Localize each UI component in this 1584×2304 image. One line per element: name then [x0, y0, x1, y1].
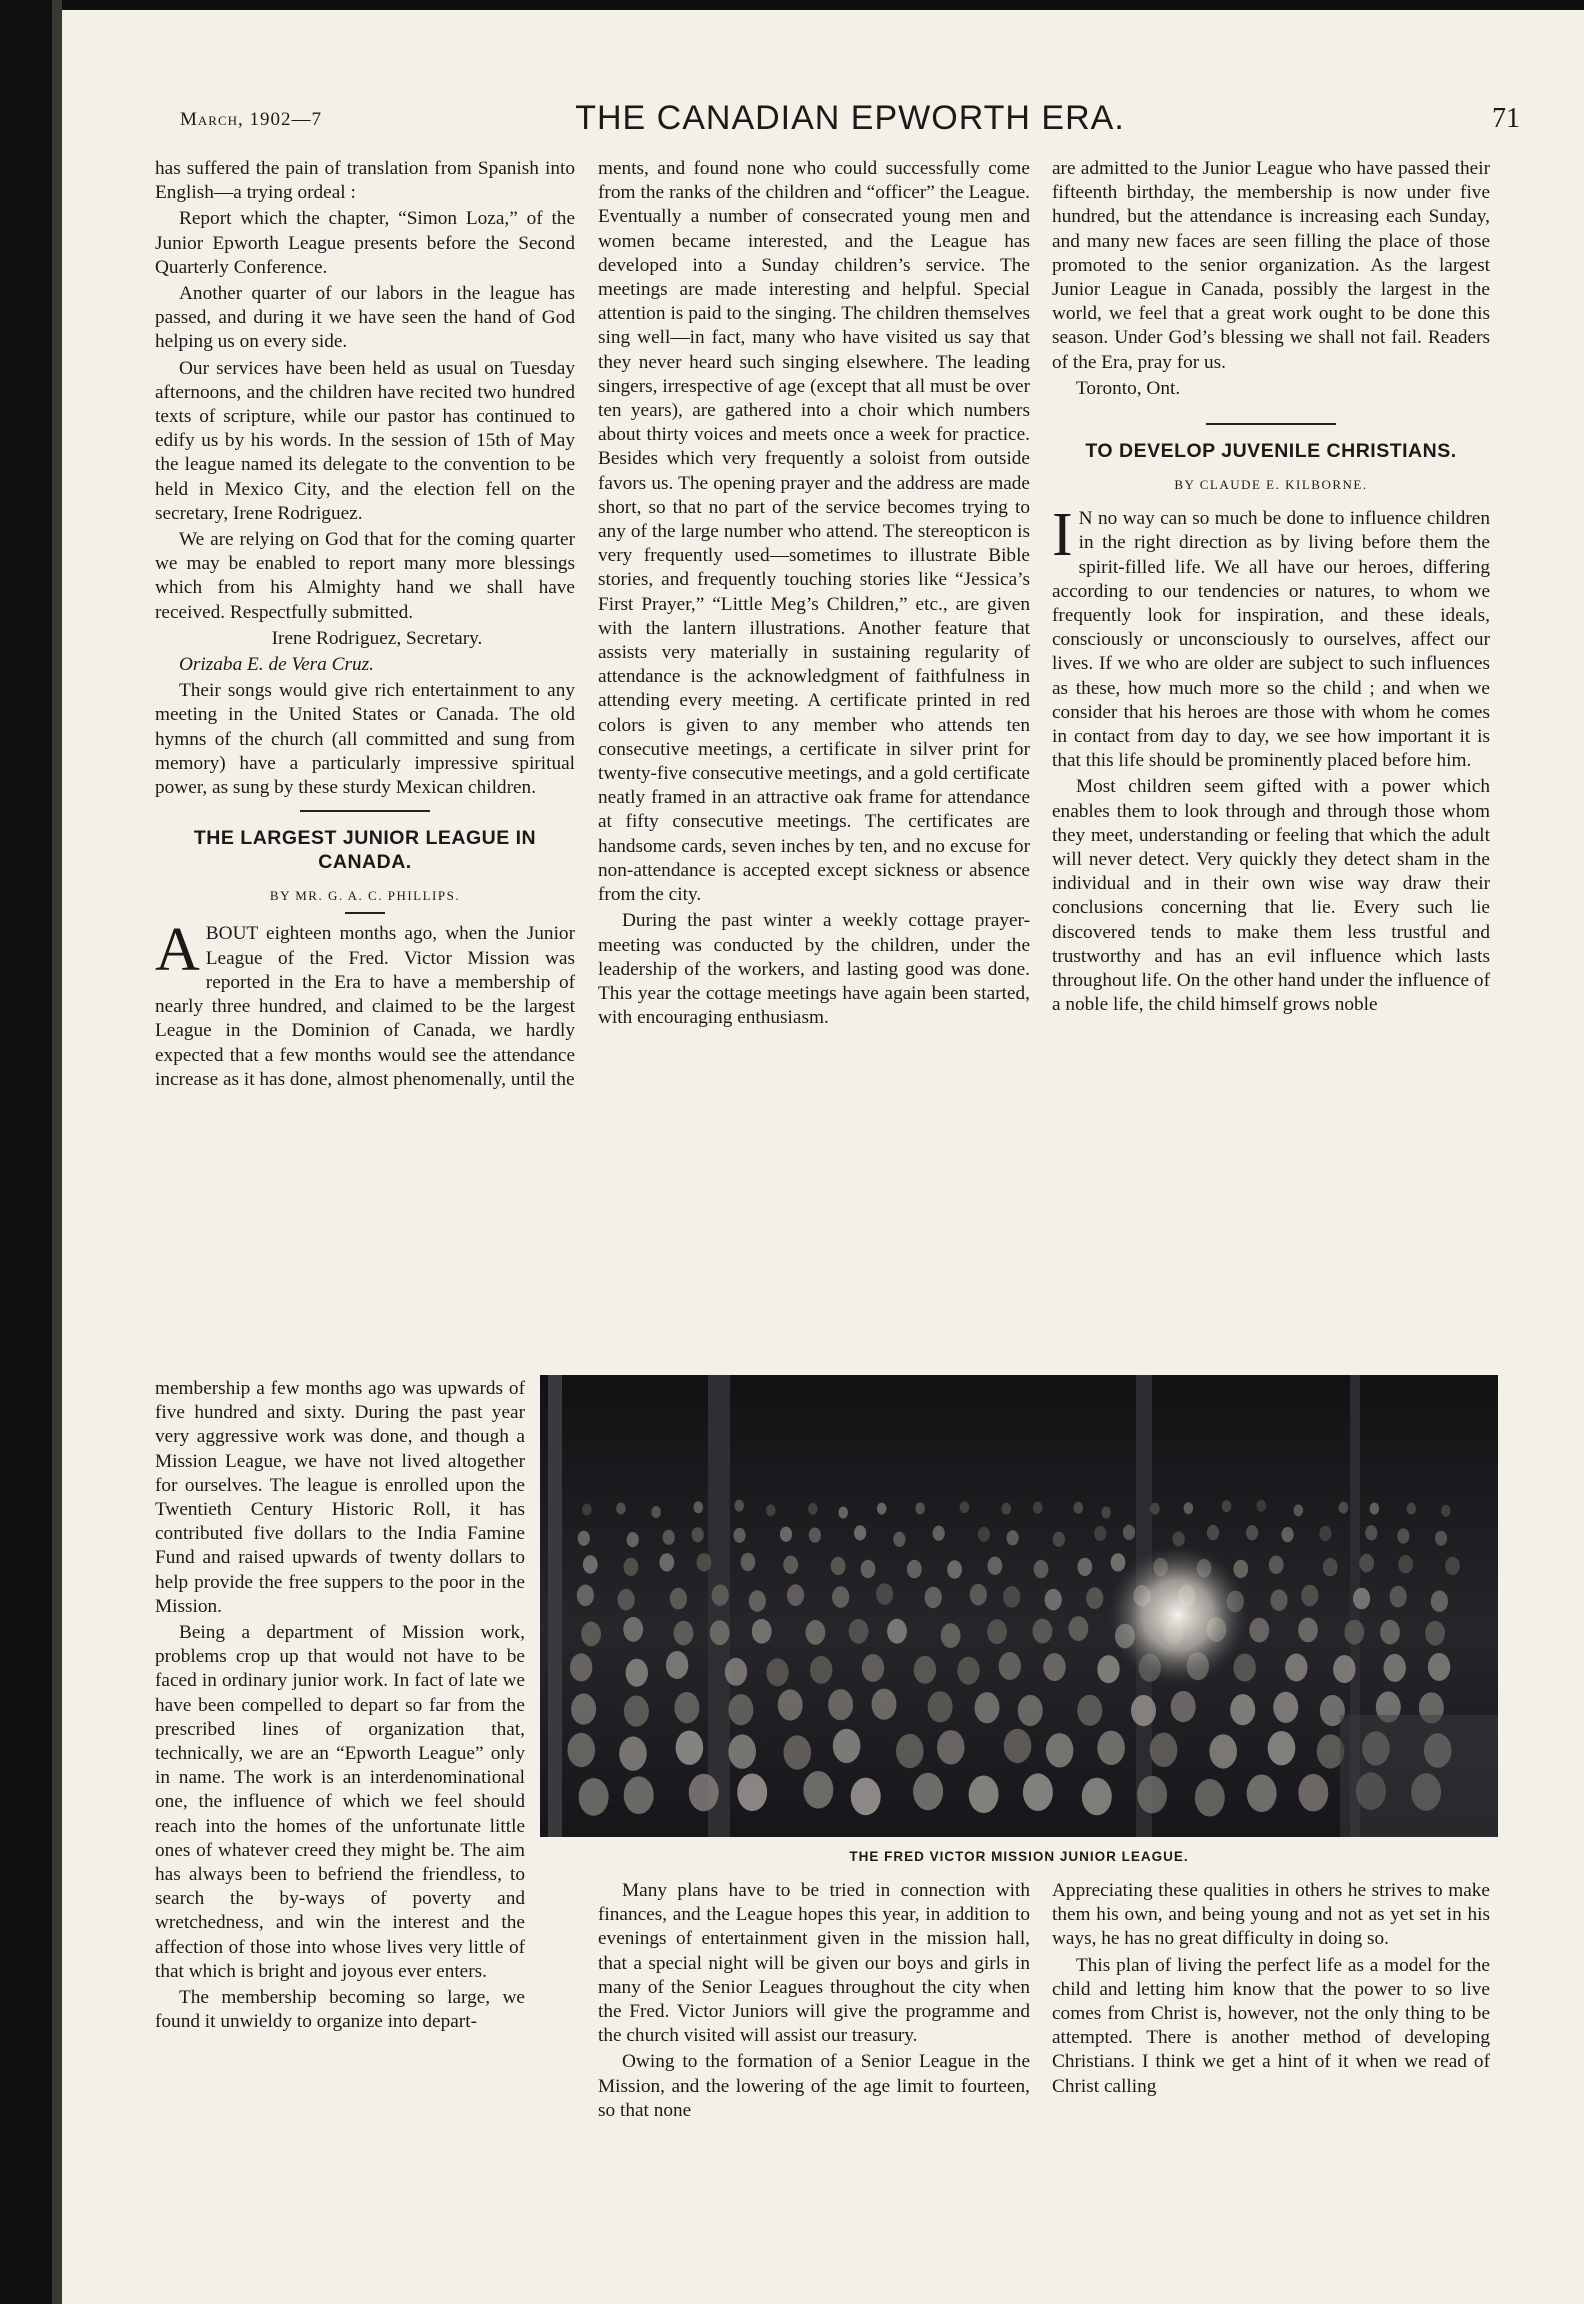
- audience-head: [1353, 1588, 1370, 1610]
- audience-head: [915, 1502, 925, 1514]
- audience-head: [1097, 1655, 1119, 1683]
- audience-head: [1270, 1589, 1287, 1611]
- audience-head: [1397, 1528, 1409, 1543]
- paragraph: membership a few months ago was upwards of five hundred and sixty. During the past year very aggressive work was done, and though a Mission League, we have not lived altogether for ourselves. The league is enrolled upon the Twentieth Century Historic Roll, it has contributed five dollars to the India Famine Fund and raised upwards of twenty dollars to help provide the free suppers to the poor in the Mission.: [155, 1378, 525, 1617]
- audience-head: [1222, 1500, 1232, 1512]
- audience-head: [1018, 1695, 1043, 1726]
- audience-head: [1273, 1692, 1298, 1723]
- article-byline: BY MR. G. A. C. PHILLIPS.: [269, 888, 461, 904]
- audience-head: [663, 1530, 675, 1545]
- audience-head: [624, 1696, 649, 1727]
- paragraph: Another quarter of our labors in the league has passed, and during it we have seen the hand of God helping us on every side.: [155, 283, 575, 353]
- audience-head: [1173, 1531, 1185, 1546]
- audience-head: [862, 1654, 884, 1682]
- photo-caption: THE FRED VICTOR MISSION JUNIOR LEAGUE.: [849, 1849, 1189, 1864]
- audience-head: [1150, 1733, 1178, 1767]
- audience-head: [832, 1586, 849, 1608]
- paragraph-text: BOUT eighteen months ago, when the Junior League of the Fred. Victor Mission was reported in the Era to have a membership of nearly three hundred, and claimed to be the largest League in the Dominion of Canada, we hardly expected that a few months would see the attendance increase as it has done, almost phenomenally, until the: [155, 923, 575, 1090]
- paragraph: This plan of living the perfect life as a model for the child and letting him know that the power to so live comes from Christ is, however, not the only thing to be attempted. There is another method of developing Christians. I think we get a hint of it when we read of Christ calling: [1052, 1954, 1490, 2097]
- audience-head: [861, 1560, 876, 1578]
- audience-head: [1131, 1695, 1156, 1726]
- audience-head: [1257, 1500, 1267, 1512]
- audience-head: [787, 1584, 804, 1606]
- audience-head: [1184, 1502, 1194, 1514]
- audience-head: [659, 1553, 674, 1571]
- audience-head: [1298, 1774, 1328, 1812]
- audience-head: [893, 1532, 905, 1547]
- audience-head: [1077, 1695, 1102, 1726]
- audience-head: [1249, 1618, 1269, 1643]
- audience-head: [1298, 1618, 1318, 1643]
- audience-head: [1150, 1503, 1160, 1515]
- audience-head: [833, 1729, 861, 1763]
- audience-head: [689, 1774, 719, 1812]
- audience-head: [1171, 1691, 1196, 1722]
- audience-head: [1390, 1586, 1407, 1608]
- audience-head: [1285, 1654, 1307, 1682]
- audience-head: [1002, 1503, 1012, 1515]
- audience-head: [749, 1590, 766, 1612]
- audience-head: [1053, 1532, 1065, 1547]
- audience-head: [1137, 1776, 1167, 1814]
- audience-head: [780, 1527, 792, 1542]
- audience-head: [1294, 1504, 1304, 1516]
- audience-head: [1046, 1733, 1074, 1767]
- column-1-lower: [155, 1377, 525, 2034]
- audience-head: [960, 1501, 970, 1513]
- audience-head: [831, 1557, 846, 1575]
- audience-head: [808, 1503, 818, 1515]
- audience-head: [1003, 1586, 1020, 1608]
- section-divider: [1206, 423, 1336, 425]
- audience-head: [1111, 1553, 1126, 1571]
- audience-head: [1033, 1502, 1043, 1514]
- signature: Irene Rodriguez, Secretary.: [271, 627, 483, 649]
- scan-border-left-shadow: [52, 0, 62, 2304]
- audience-head: [854, 1525, 866, 1540]
- audience-head: [809, 1528, 821, 1543]
- audience-head: [937, 1730, 965, 1764]
- audience-head: [1425, 1621, 1445, 1646]
- audience-head: [1268, 1731, 1296, 1765]
- paragraph: Most children seem gifted with a power which enables them to look through and through those whom they meet, understanding or feeling that which the adult will never detect. Very quickly they detect sham in the individual and in their own wise way draw their conclusions concerning that lie. Every such lie discovered tends to make them less trustful and trustworthy and has an evil influence which lasts throughout life. On the other hand under the influence of a noble life, the child himself grows noble: [1052, 776, 1490, 1016]
- audience-head: [803, 1771, 833, 1809]
- audience-head: [581, 1622, 601, 1647]
- audience-head: [1207, 1525, 1219, 1540]
- paragraph: Owing to the formation of a Senior League in the Mission, and the lowering of the age limit to fourteen, so that none: [598, 2051, 1030, 2121]
- header-date: March, 1902—7: [180, 109, 323, 130]
- audience-head: [1441, 1505, 1451, 1517]
- audience-head: [570, 1653, 592, 1681]
- audience-head: [624, 1558, 639, 1576]
- audience-head: [1077, 1558, 1092, 1576]
- audience-head: [666, 1651, 688, 1679]
- audience-head: [969, 1776, 999, 1814]
- photograph-audience: [540, 1375, 1498, 1837]
- audience-head: [975, 1692, 1000, 1723]
- audience-head: [928, 1691, 953, 1722]
- audience-head: [913, 1773, 943, 1811]
- audience-head: [947, 1560, 962, 1578]
- audience-head: [697, 1553, 712, 1571]
- audience-head: [651, 1506, 661, 1518]
- audience-head: [712, 1584, 729, 1606]
- paragraph-dropcap: [155, 916, 575, 1091]
- audience-head: [957, 1657, 979, 1685]
- audience-head: [1123, 1525, 1135, 1540]
- audience-head: [728, 1734, 756, 1768]
- paragraph: Their songs would give rich entertainment to any meeting in the United States or Canada. The old hymns of the church (all committed and sung from memory) have a particularly impressive spiritual power, as sung by these sturdy Mexican children.: [155, 680, 575, 799]
- article-title: TO DEVELOP JUVENILE CHRISTIANS.: [1085, 440, 1457, 463]
- paragraph: The membership becoming so large, we found it unwieldy to organize into depart-: [155, 1987, 525, 2033]
- audience-head: [725, 1658, 747, 1686]
- audience-head: [741, 1553, 756, 1571]
- paragraph: During the past winter a weekly cottage prayer-meeting was conducted by the children, under the leadership of the workers, and lasting good was done. This year the cottage meetings have again been started, with encouraging enthusiasm.: [598, 910, 1030, 1029]
- byline-divider: [345, 912, 385, 914]
- paragraph: has suffered the pain of translation from Spanish into English—a trying ordeal :: [155, 158, 575, 204]
- audience-head: [1431, 1590, 1448, 1612]
- scan-border-top: [0, 0, 1584, 10]
- paragraph: ments, and found none who could successfully come from the ranks of the children and “officer” the League. Eventually a number of consecrated young men and women became interested, and the League has developed into a Sunday children’s service. The meetings are made interesting and helpful. Special attention is paid to the singing. The children themselves sing well—in fact, many who have visited us say that they never heard such singing elsewhere. The leading singers, irrespective of age (except that all must be over ten years), are gathered into a choir which numbers about thirty voices and meets once a week for practice. Besides which very frequently a soloist from outside favors us. The opening prayer and the address are made short, so that no part of the service becomes trying to any of the large number who attend. The stereopticon is very frequently used—sometimes to illustrate Bible stories, and frequently touching stories like “Jessica’s First Prayer,” “Little Meg’s Children,” etc., are given with the lantern illustrations. Another feature that assists very materially in sustaining regularity of attendance is the acknowledgment of faithfulness in attending every meeting. A certificate printed in red colors is given to any member who attends ten consecutive meetings, a certificate in silver print for twenty-five consecutive meetings, and a gold certificate neatly framed in an attractive oak frame for attendance at fifty consecutive meetings. The certificates are handsome cards, seven inches by ten, and no excuse for non-attendance is accepted except sickness or absence from the city.: [598, 158, 1030, 906]
- audience-head: [1209, 1734, 1237, 1768]
- audience-head: [1082, 1778, 1112, 1816]
- audience-head: [674, 1692, 699, 1723]
- audience-head: [806, 1620, 826, 1645]
- audience-head: [1034, 1560, 1049, 1578]
- audience-head: [1074, 1502, 1084, 1514]
- audience-head: [670, 1588, 687, 1610]
- paragraph: We are relying on God that for the coming quarter we may be enabled to report many more blessings which from his Almighty hand we shall have received. Respectfully submitted.: [155, 529, 575, 623]
- article-byline: BY CLAUDE E. KILBORNE.: [1174, 477, 1368, 493]
- audience-head: [849, 1619, 869, 1644]
- audience-head: [1323, 1558, 1338, 1576]
- audience-head: [616, 1503, 626, 1515]
- newspaper-page: [140, 95, 1520, 2285]
- scan-border-left: [0, 0, 52, 2304]
- audience-head: [978, 1527, 990, 1542]
- audience-head: [1282, 1527, 1294, 1542]
- audience-head: [1045, 1589, 1062, 1611]
- audience-head: [1069, 1616, 1089, 1641]
- audience-head: [1407, 1503, 1417, 1515]
- audience-head: [1445, 1557, 1460, 1575]
- drop-cap: I: [1052, 501, 1073, 570]
- audience-head: [583, 1555, 598, 1573]
- audience-head: [1097, 1731, 1125, 1765]
- audience-head: [1004, 1729, 1032, 1763]
- audience-head: [1043, 1653, 1065, 1681]
- audience-head: [1333, 1655, 1355, 1683]
- column-1: [155, 157, 575, 1094]
- publication-title: THE CANADIAN EPWORTH ERA.: [575, 99, 1125, 137]
- paragraph-dropcap: [1052, 501, 1490, 773]
- column-3: [1052, 157, 1490, 1020]
- audience-head: [1370, 1503, 1380, 1515]
- audience-head: [734, 1500, 744, 1512]
- audience-head: [810, 1656, 832, 1684]
- paragraph: Appreciating these qualities in others he strives to make them his own, and being young and not as yet set in his ways, he has no great difficulty in doing so.: [1052, 1880, 1490, 1950]
- audience-head: [887, 1619, 907, 1644]
- audience-head: [1234, 1654, 1256, 1682]
- audience-head: [876, 1583, 893, 1605]
- audience-head: [766, 1658, 788, 1686]
- audience-head: [1398, 1555, 1413, 1573]
- audience-head: [1247, 1775, 1277, 1813]
- paragraph: are admitted to the Junior League who have passed their fifteenth birthday, the membership is now under five hundred, but the attendance is increasing each Sunday, and many new faces are seen filling the place of those promoted to the senior organization. As the largest Junior League in Canada, possibly the largest in the world, we feel that a great work ought to be done this season. Under God’s blessing we shall not fail. Readers of the Era, pray for us.: [1052, 158, 1490, 373]
- audience-head: [582, 1504, 592, 1516]
- audience-head: [778, 1689, 803, 1720]
- paragraph: Many plans have to be tried in connection with finances, and the League hopes this year, in addition to evenings of entertainment given in the mission hall, that a special night will be given our boys and girls in many of the Senior Leagues throughout the city when the Fred. Victor Juniors will give the programme and the church visited will assist our treasury.: [598, 1880, 1030, 2047]
- audience-head: [694, 1501, 704, 1513]
- place-line: Orizaba E. de Vera Cruz.: [179, 654, 374, 676]
- audience-head: [1319, 1526, 1331, 1541]
- audience-head: [999, 1652, 1021, 1680]
- audience-head: [1339, 1502, 1349, 1514]
- audience-head: [896, 1734, 924, 1768]
- column-2: [598, 157, 1030, 1032]
- audience-head: [1301, 1585, 1318, 1607]
- audience-head: [828, 1689, 853, 1720]
- audience-head: [733, 1528, 745, 1543]
- audience-head: [676, 1731, 704, 1765]
- audience-head: [1428, 1653, 1450, 1681]
- audience-head: [766, 1504, 776, 1516]
- audience-head: [692, 1527, 704, 1542]
- audience-head: [988, 1557, 1003, 1575]
- paragraph: Being a department of Mission work, problems crop up that would not have to be faced in ordinary junior work. In fact of late we have been compelled to depart so far from the prescribed lines of organization that, technically, we are an “Epworth League” only in name. The work is an interdenominational one, the influence of which we feel should reach into the homes of the unfortunate little ones of whatever creed they might be. The aim has always been to befriend the friendless, to search the by-ways of poverty and wretchedness, and win the interest and the affection of those into whose lives very little of that which is bright and joyous ever enters.: [155, 1622, 525, 1982]
- audience-head: [851, 1778, 881, 1816]
- page-header: [180, 95, 1520, 155]
- audience-head: [624, 1776, 654, 1814]
- audience-head: [907, 1560, 922, 1578]
- audience-head: [1435, 1531, 1447, 1546]
- audience-head: [1269, 1556, 1284, 1574]
- column-3-lower: [1052, 1879, 1490, 2101]
- audience-head: [571, 1694, 596, 1725]
- article-title: THE LARGEST JUNIOR LEAGUE IN CANADA.: [193, 827, 537, 874]
- audience-head: [933, 1526, 945, 1541]
- paragraph-text: N no way can so much be done to influence children in the right direction as by living before them the spirit-filled life. We all have our heroes, differing according to our tendencies or natures, to whom we frequently look for inspiration, and these ideals, consciously or unconsciously to ourselves, affect our lives. If we who are older are subject to such influences as these, how much more so the child ; and when we consider that his heroes are those with whom he comes in contact from day to day, we see how important it is that this life should be prominently placed before him.: [1052, 508, 1490, 772]
- audience-head: [737, 1774, 767, 1812]
- audience-head: [623, 1617, 643, 1642]
- audience-head: [1195, 1779, 1225, 1817]
- audience-head: [838, 1507, 848, 1519]
- section-divider: [300, 810, 430, 812]
- audience-head: [970, 1584, 987, 1606]
- audience-head: [728, 1694, 753, 1725]
- audience-head: [1101, 1506, 1111, 1518]
- audience-head: [784, 1735, 812, 1769]
- audience-head: [1380, 1620, 1400, 1645]
- place-line: Toronto, Ont.: [1076, 377, 1181, 399]
- audience-head: [1246, 1525, 1258, 1540]
- paragraph: Report which the chapter, “Simon Loza,” of the Junior Epworth League presents before the Second Quarterly Conference.: [155, 208, 575, 278]
- audience-head: [579, 1778, 609, 1816]
- audience-head: [1230, 1694, 1255, 1725]
- audience-head: [626, 1659, 648, 1687]
- audience-head: [710, 1620, 730, 1645]
- audience-head: [987, 1619, 1007, 1644]
- audience-head: [1023, 1773, 1053, 1811]
- audience-head: [1359, 1554, 1374, 1572]
- audience-head: [872, 1689, 897, 1720]
- paragraph: Our services have been held as usual on Tuesday afternoons, and the children have recited two hundred texts of scripture, while our pastor has continued to edify us by his words. In the session of 15th of May the league named its delegate to the convention to be held in Mexico City, and the election fell on the secretary, Irene Rodriguez.: [155, 357, 575, 524]
- audience-head: [618, 1589, 635, 1611]
- audience-head: [619, 1736, 647, 1770]
- audience-head: [1384, 1654, 1406, 1682]
- audience-head: [914, 1656, 936, 1684]
- audience-head: [568, 1733, 596, 1767]
- audience-head: [577, 1585, 594, 1607]
- audience-head: [578, 1531, 590, 1546]
- audience-head: [1344, 1620, 1364, 1645]
- audience-head: [752, 1619, 772, 1644]
- column-2-lower: [598, 1879, 1030, 2125]
- audience-head: [941, 1623, 961, 1648]
- audience-head: [674, 1621, 694, 1646]
- audience-head: [1033, 1619, 1053, 1644]
- drop-cap: A: [155, 916, 200, 985]
- page-number: 71: [1492, 103, 1520, 134]
- audience-head: [627, 1532, 639, 1547]
- audience-head: [1094, 1526, 1106, 1541]
- audience-head: [1007, 1530, 1019, 1545]
- audience-head: [1365, 1525, 1377, 1540]
- audience-head: [1086, 1587, 1103, 1609]
- photo-illustration: [540, 1375, 1498, 1837]
- audience-head: [783, 1556, 798, 1574]
- audience-head: [877, 1503, 887, 1515]
- audience-head: [925, 1587, 942, 1609]
